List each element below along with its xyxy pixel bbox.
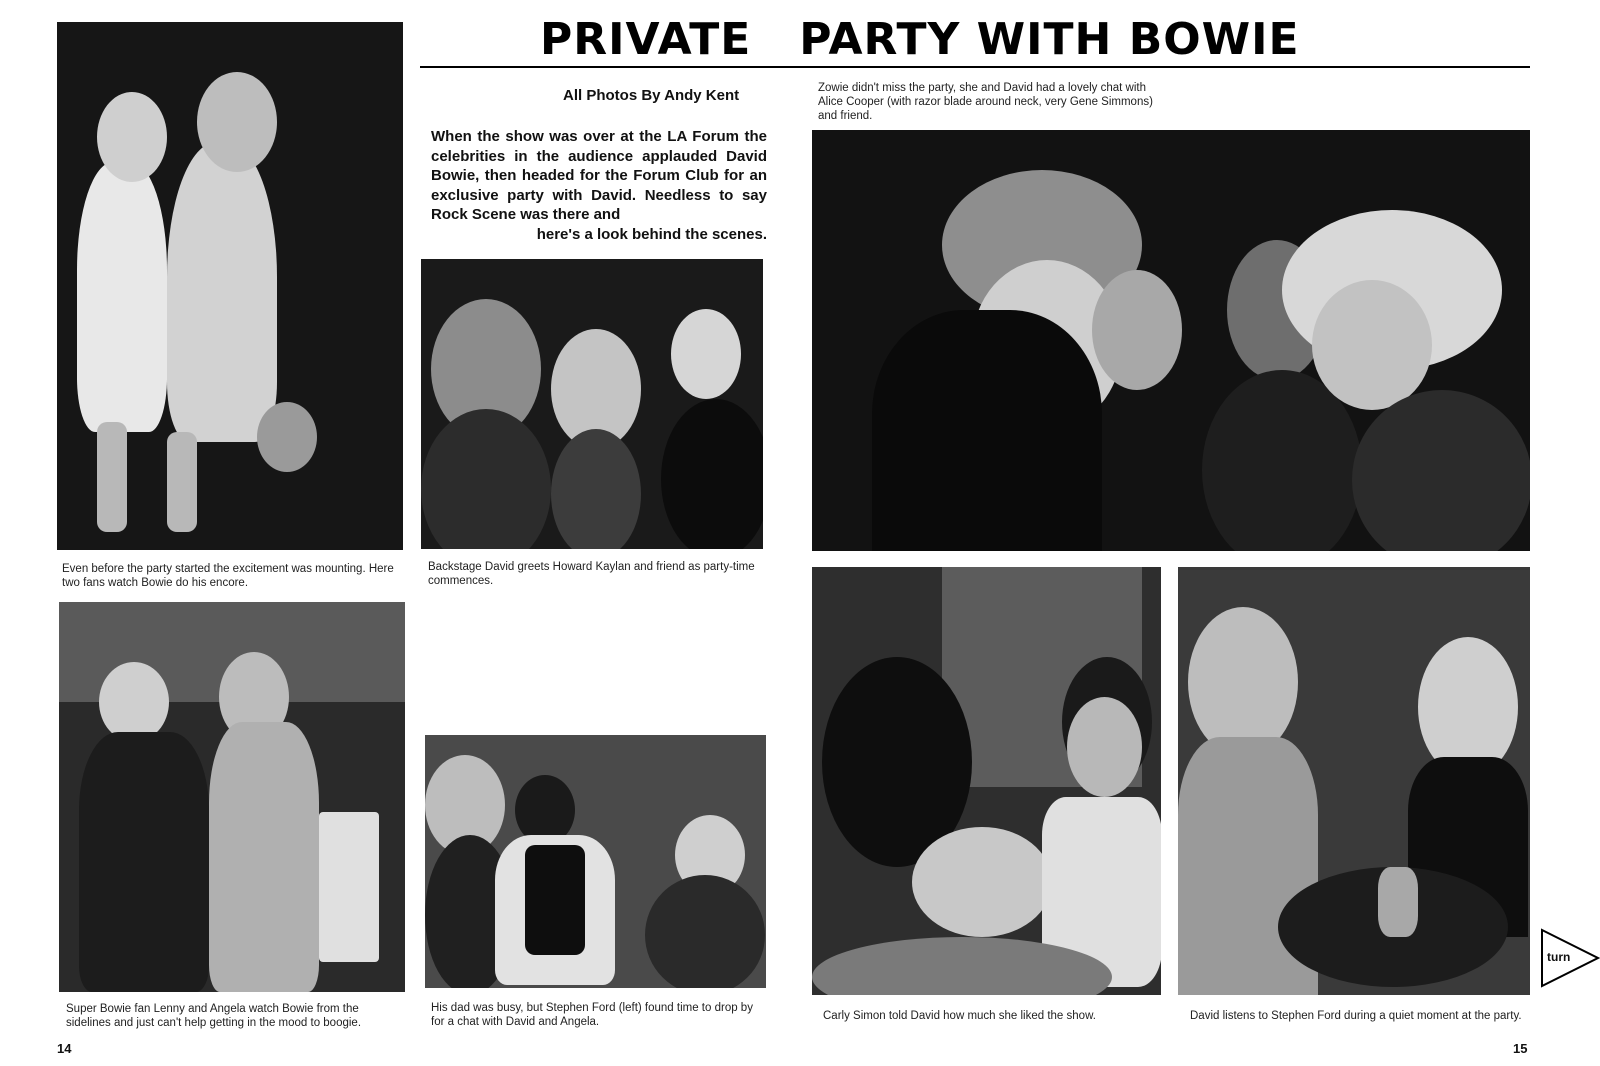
photo-quiet-moment [1178,567,1530,995]
caption-lenny-angela: Super Bowie fan Lenny and Angela watch Bowie from the sidelines and just can't help getting in the mood to boogie. [66,1003,362,1029]
photo-credit: All Photos By Andy Kent [563,87,740,104]
caption-carly-simon: Carly Simon told David how much she liked the show. [823,1010,1096,1022]
headline-rule [420,66,1530,68]
photo-fans-encore [57,22,403,550]
page-number-left: 14 [57,1041,72,1056]
caption-quiet-moment: David listens to Stephen Ford during a quiet moment at the party. [1190,1010,1522,1022]
intro-body: When the show was over at the LA Forum the celebrities in the audience applauded David Bowie, then headed for the Forum Club for an exclusive party with David. Needless to say Rock Scene was there and [431,128,767,223]
caption-zowie: Zowie didn't miss the party, she and David had a lovely chat with Alice Cooper (with razor blade around neck, very Gene Simmons) and friend. [818,82,1153,122]
intro-paragraph [431,127,767,244]
photo-backstage [421,259,763,549]
page-number-right: 15 [1513,1041,1528,1056]
caption-fans-encore: Even before the party started the excitement was mounting. Here two fans watch Bowie do his encore. [62,563,394,589]
caption-backstage: Backstage David greets Howard Kaylan and friend as party-time commences. [428,561,755,587]
turn-label: turn [1547,950,1571,964]
photo-stephen-ford-chat [425,735,766,988]
article-headline [540,14,1340,65]
photo-carly-simon [812,567,1161,995]
intro-last-line: here's a look behind the scenes. [536,225,767,243]
turn-page-arrow[interactable] [1540,928,1600,988]
caption-stephen-ford-chat: His dad was busy, but Stephen Ford (left) found time to drop by for a chat with David and Angela. [431,1002,753,1028]
photo-alice-cooper [812,130,1530,551]
photo-lenny-angela [59,602,405,992]
headline-part-1: PRIVATE [540,14,752,65]
headline-part-2: PARTY WITH BOWIE [799,14,1300,65]
